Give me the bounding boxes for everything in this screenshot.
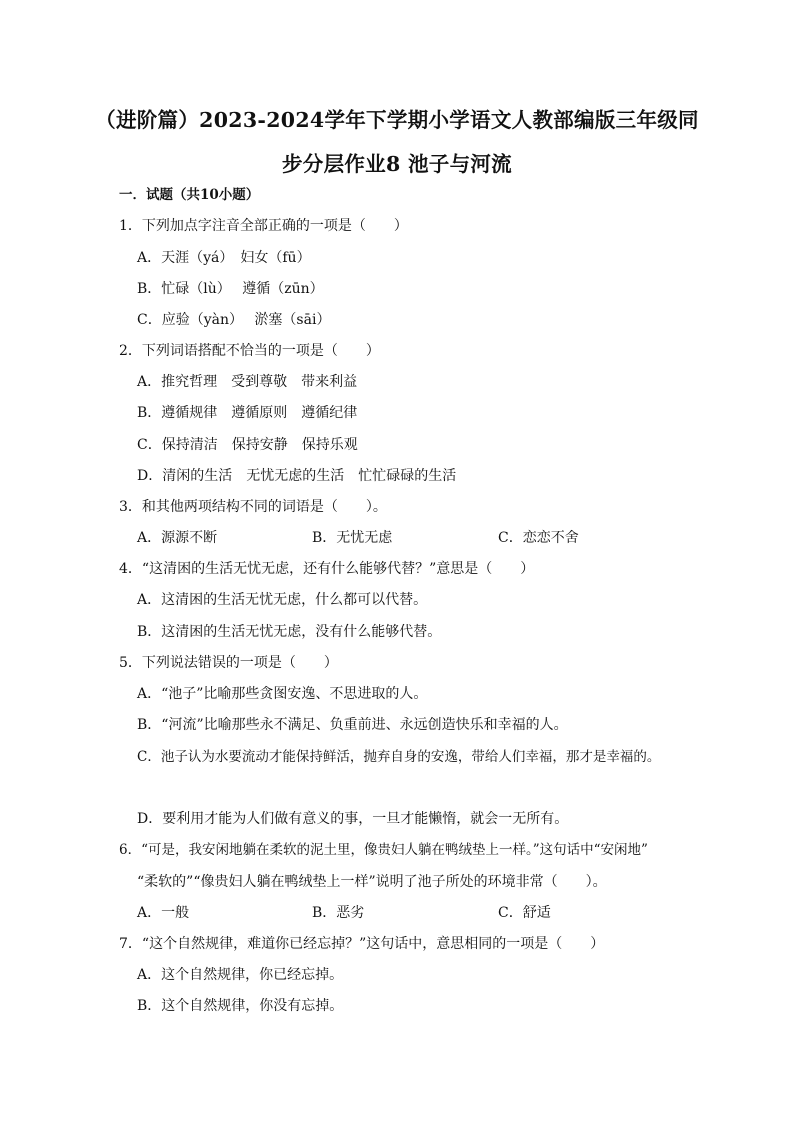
question-6-option-a: A．一般 — [137, 905, 190, 921]
question-7-option-b: B．这个自然规律，你没有忘掉。 — [137, 998, 344, 1014]
question-5-option-c: C．池子认为水要流动才能保持鲜活，抛弃自身的安逸，带给人们幸福，那才是幸福的。 — [137, 749, 661, 765]
question-2-option-b: B．遵循规律 遵循原则 遵循纪律 — [137, 405, 358, 421]
question-5-option-b: B．“河流”比喻那些永不满足、负重前进、永远创造快乐和幸福的人。 — [137, 717, 568, 733]
question-4-option-a: A．这清困的生活无忧无虑，什么都可以代替。 — [137, 592, 428, 608]
question-3-stem: 3．和其他两项结构不同的词语是（ ）。 — [119, 499, 387, 515]
question-2-option-d: D．清闲的生活 无忧无虑的生活 忙忙碌碌的生活 — [137, 468, 457, 484]
question-7-option-a: A．这个自然规律，你已经忘掉。 — [137, 967, 344, 983]
question-2-stem: 2．下列词语搭配不恰当的一项是（ ） — [119, 343, 380, 359]
question-1-option-c: C．应验（yàn） 淤塞（sāi） — [137, 312, 331, 328]
question-2-option-c: C．保持清洁 保持安静 保持乐观 — [137, 437, 358, 453]
question-7-stem: 7．“这个自然规律，难道你已经忘掉？”这句话中，意思相同的一项是（ ） — [119, 936, 605, 952]
question-6-option-b: B．恶劣 — [312, 905, 365, 921]
question-1-option-a: A．天涯（yá） 妇女（fū） — [137, 250, 311, 266]
question-5-stem: 5．下列说法错误的一项是（ ） — [119, 655, 338, 671]
question-5-option-d: D．要利用才能为人们做有意义的事，一旦才能懒惰，就会一无所有。 — [137, 811, 569, 827]
question-6-stem-continued: “柔软的”“像贵妇人躺在鸭绒垫上一样”说明了池子所处的环境非常（ ）。 — [137, 874, 607, 890]
question-5-option-a: A．“池子”比喻那些贪图安逸、不思进取的人。 — [137, 686, 428, 702]
question-1-option-b: B．忙碌（lù） 遵循（zūn） — [137, 281, 324, 297]
question-3-option-c: C．恋恋不舍 — [498, 530, 579, 546]
question-2-option-a: A．推究哲理 受到尊敬 带来利益 — [137, 374, 358, 390]
question-6-option-c: C．舒适 — [498, 905, 551, 921]
question-3-option-a: A．源源不断 — [137, 530, 218, 546]
section-heading: 一．试题（共10小题） — [119, 187, 260, 203]
question-1-stem: 1．下列加点字注音全部正确的一项是（ ） — [119, 218, 408, 234]
document-title-line-1: （进阶篇）2023-2024学年下学期小学语文人教部编版三年级同 — [95, 108, 699, 132]
question-6-stem: 6．“可是，我安闲地躺在柔软的泥土里，像贵妇人躺在鸭绒垫上一样。”这句话中“安闲地” — [119, 842, 648, 858]
document-title-line-2: 步分层作业8 池子与河流 — [281, 152, 512, 176]
question-3-option-b: B．无忧无虑 — [312, 530, 393, 546]
question-4-option-b: B．这清困的生活无忧无虑，没有什么能够代替。 — [137, 624, 442, 640]
question-4-stem: 4．“这清困的生活无忧无虑，还有什么能够代替？”意思是（ ） — [119, 561, 535, 577]
